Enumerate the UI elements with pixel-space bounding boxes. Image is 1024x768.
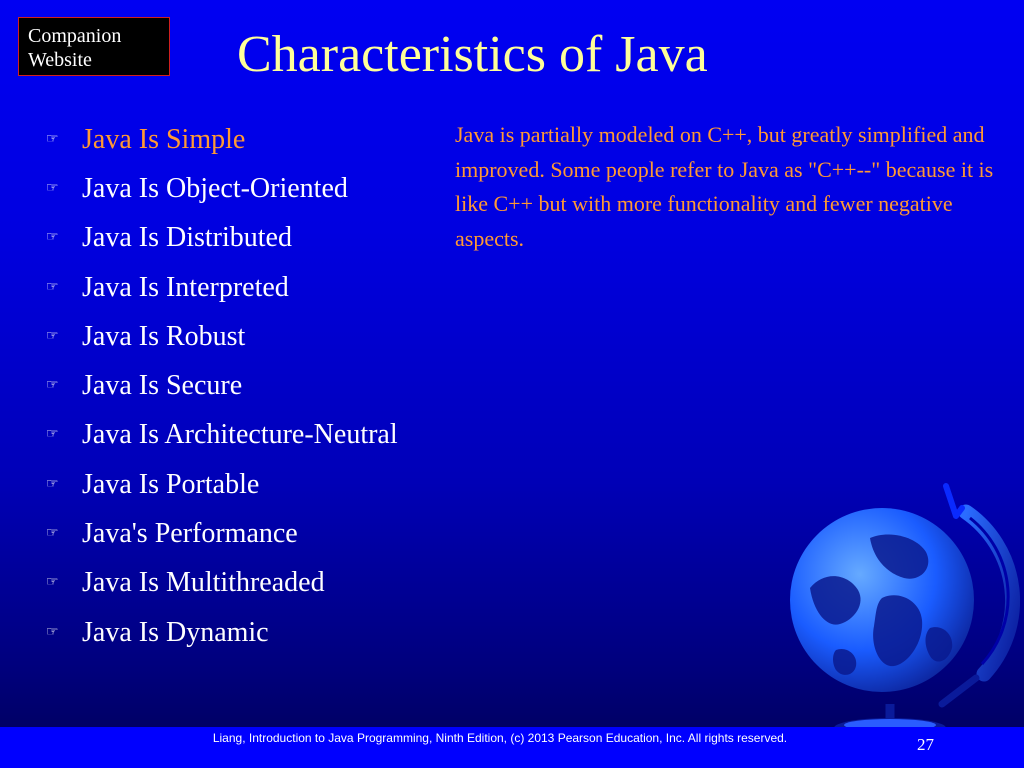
pointing-hand-icon: ☞ — [46, 427, 59, 443]
bullet-text: Java Is Secure — [82, 370, 243, 402]
bullet-item — [46, 509, 398, 558]
bullet-text: Java Is Dynamic — [82, 616, 269, 648]
pointing-hand-icon: ☞ — [46, 328, 59, 344]
bullet-text: Java Is Multithreaded — [82, 567, 325, 599]
companion-website-label[interactable] — [18, 17, 170, 76]
bullet-text: Java's Performance — [82, 518, 298, 550]
bullet-item — [46, 115, 398, 164]
bullet-item — [46, 460, 398, 509]
bullet-item — [46, 263, 398, 312]
slide-title: Characteristics of Java — [237, 26, 708, 83]
bullet-item — [46, 559, 398, 608]
footer-bar — [0, 727, 1024, 768]
bullet-text: Java Is Interpreted — [82, 271, 289, 303]
bullet-text: Java Is Simple — [82, 123, 246, 155]
bullet-item — [46, 361, 398, 410]
pointing-hand-icon: ☞ — [46, 476, 59, 492]
bullet-text: Java Is Object-Oriented — [82, 172, 348, 204]
bullet-text: Java Is Architecture-Neutral — [82, 419, 398, 451]
bullet-text: Java Is Distributed — [82, 222, 292, 254]
bullet-item — [46, 214, 398, 263]
companion-line-2: Website — [28, 49, 92, 71]
companion-line-1: Companion — [28, 25, 122, 47]
pointing-hand-icon: ☞ — [46, 624, 59, 640]
pointing-hand-icon: ☞ — [46, 575, 59, 591]
bullet-item — [46, 411, 398, 460]
bullet-text: Java Is Robust — [82, 320, 246, 352]
bullet-list — [46, 115, 398, 657]
description-note: Java is partially modeled on C++, but greatly simplified and improved. Some people refer to Java as "C++--" because it is like C++ but with more functionality and fewer negative aspects. — [455, 122, 994, 251]
pointing-hand-icon: ☞ — [46, 378, 59, 394]
pointing-hand-icon: ☞ — [46, 131, 59, 147]
bullet-text: Java Is Portable — [82, 468, 260, 500]
bullet-item — [46, 608, 398, 657]
bullet-item — [46, 312, 398, 361]
pointing-hand-icon: ☞ — [46, 180, 59, 196]
bullet-item — [46, 164, 398, 213]
footer-credit: Liang, Introduction to Java Programming, Ninth Edition, (c) 2013 Pearson Education, Inc. All rights reserved. — [212, 731, 788, 745]
pointing-hand-icon: ☞ — [46, 526, 59, 542]
pointing-hand-icon: ☞ — [46, 230, 59, 246]
page-number: 27 — [917, 735, 934, 754]
globe-icon — [770, 478, 1020, 740]
pointing-hand-icon: ☞ — [46, 279, 59, 295]
